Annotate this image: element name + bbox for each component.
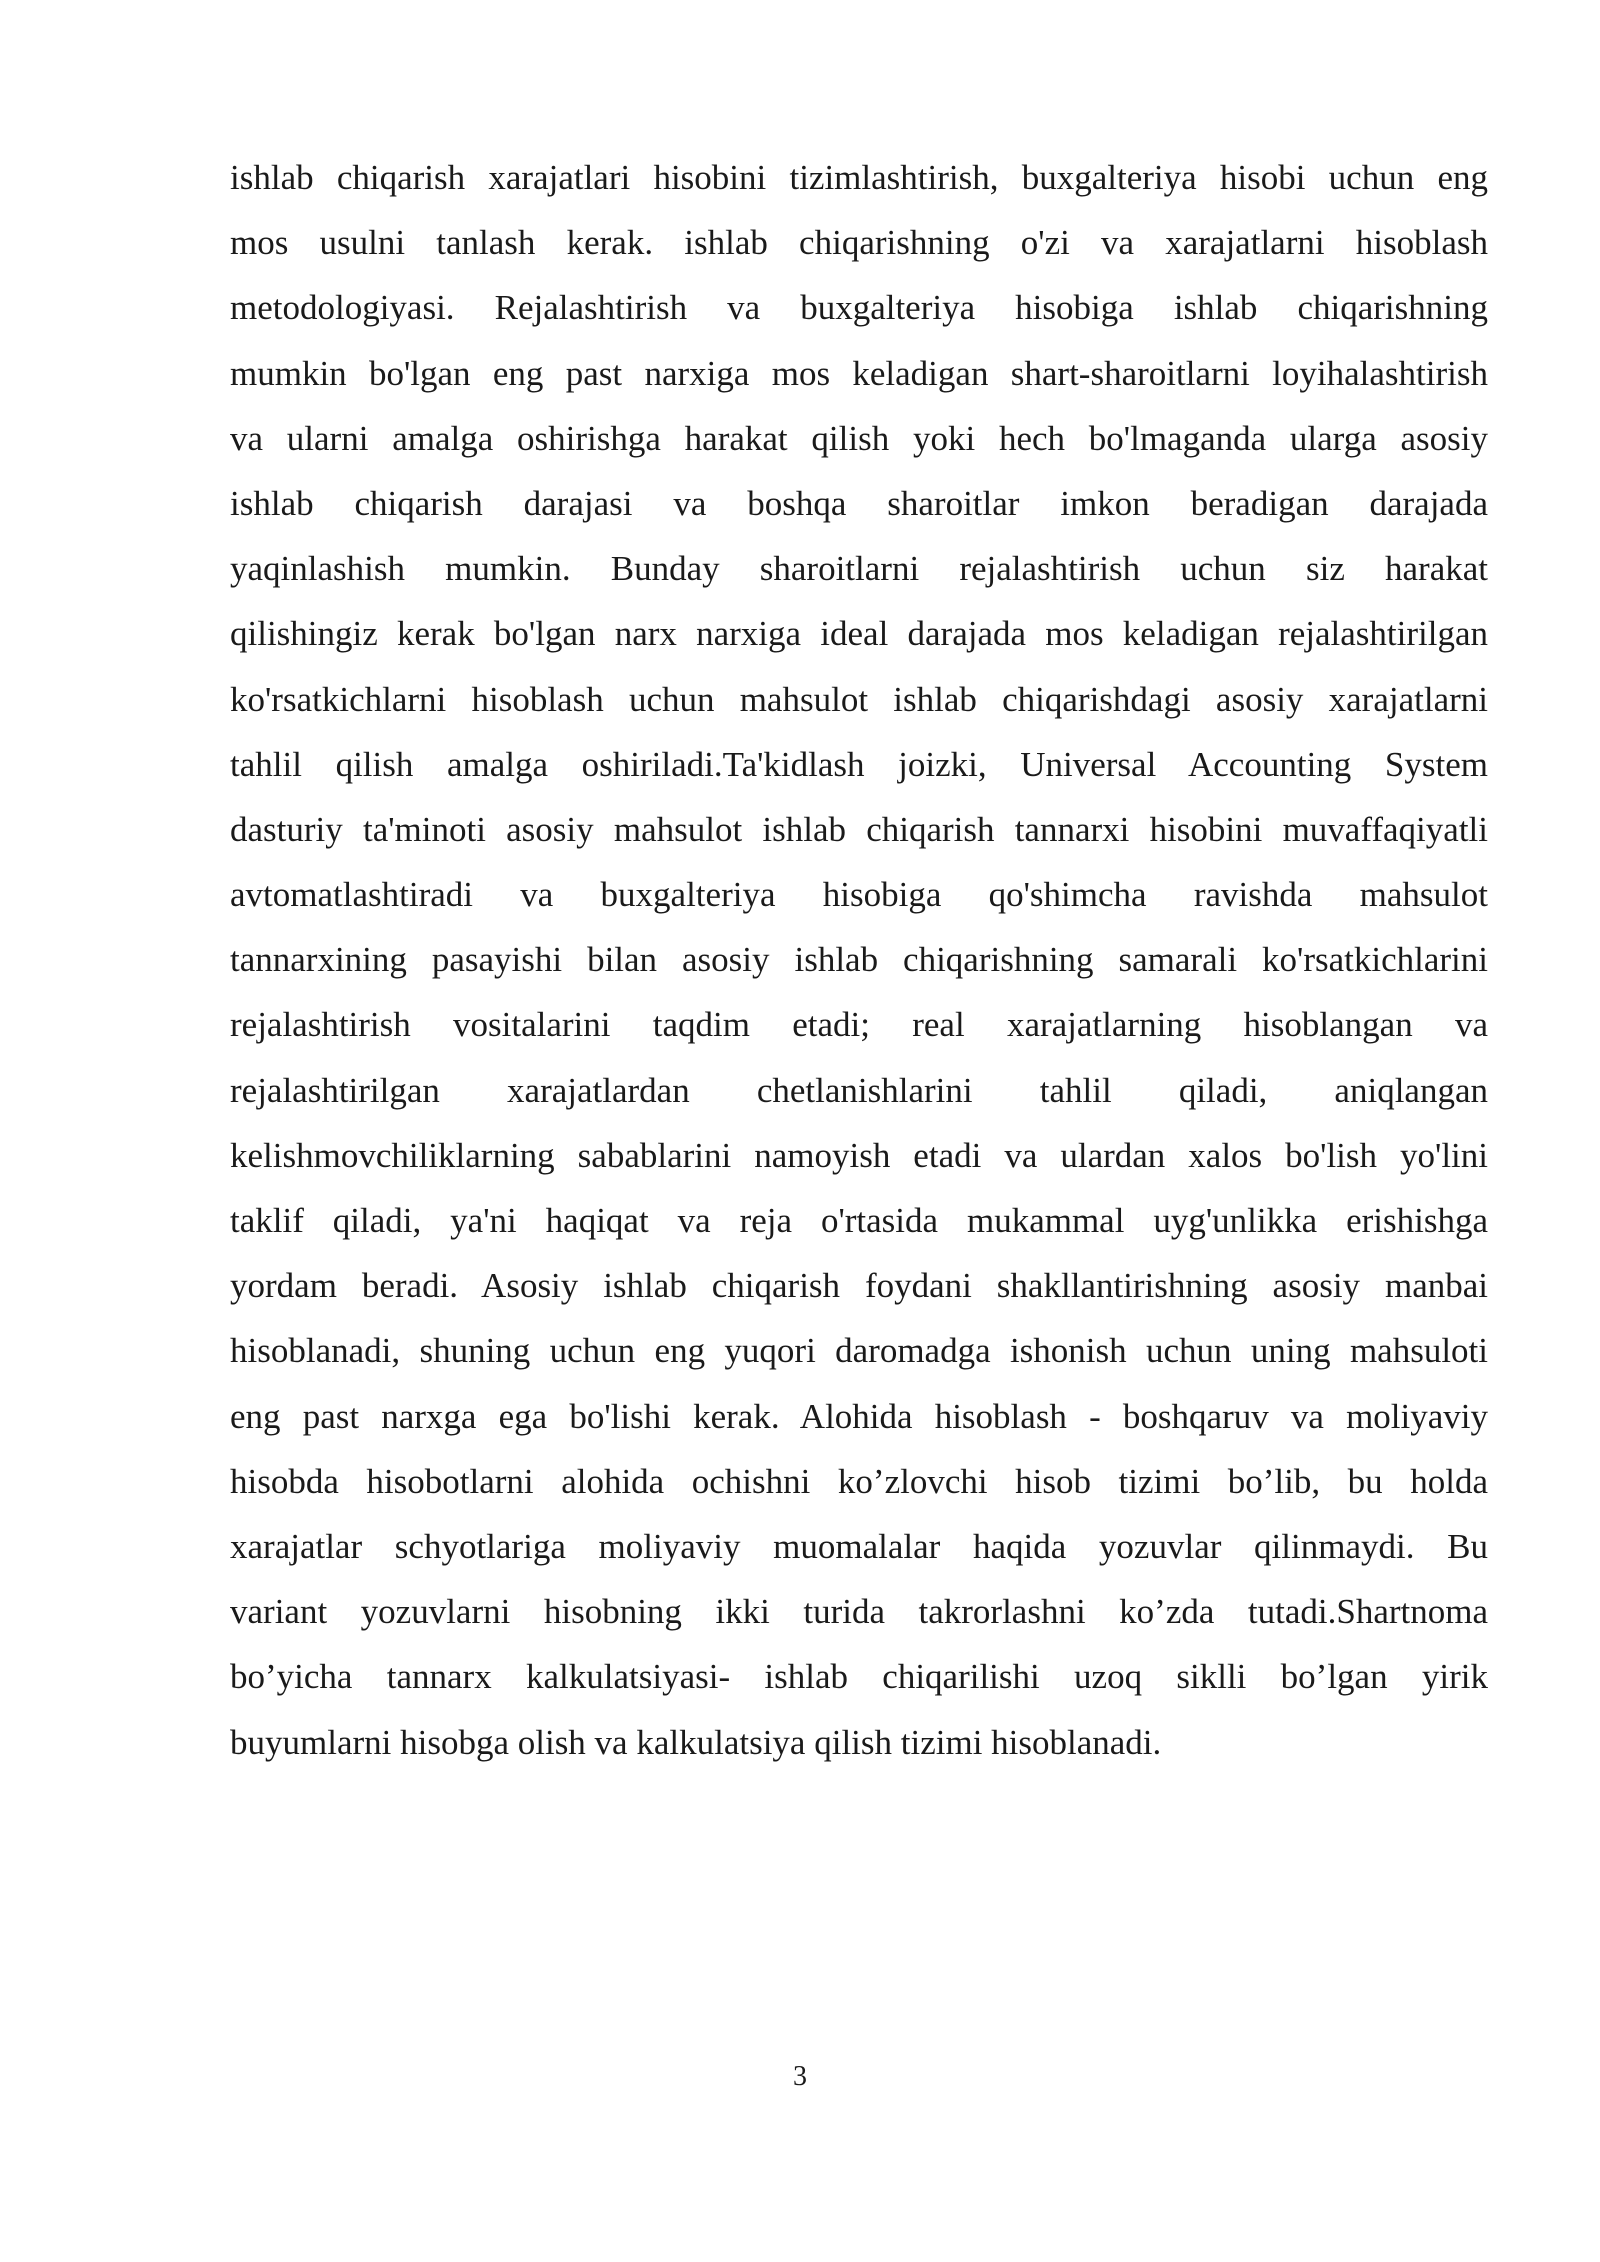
text-line: hisoblanadi, shuning uchun eng yuqori daromadga ishonish uchun uning mahsuloti bbox=[230, 1331, 1488, 1371]
text-line: buyumlarni hisobga olish va kalkulatsiya qilish tizimi hisoblanadi. bbox=[230, 1722, 1162, 1762]
text-line: xarajatlar schyotlariga moliyaviy muomalalar haqida yozuvlar qilinmaydi. Bu bbox=[230, 1526, 1488, 1566]
body-paragraph bbox=[230, 145, 1488, 1775]
text-line: metodologiyasi. Rejalashtirish va buxgalteriya hisobiga ishlab chiqarishning bbox=[230, 288, 1488, 328]
text-line: ko'rsatkichlarni hisoblash uchun mahsulot ishlab chiqarishdagi asosiy xarajatlarni bbox=[230, 679, 1488, 719]
text-line: bo’yicha tannarx kalkulatsiyasi- ishlab chiqarilishi uzoq siklli bo’lgan yirik bbox=[230, 1657, 1488, 1697]
text-line: variant yozuvlarni hisobning ikki turida takrorlashni ko’zda tutadi.Shartnoma bbox=[230, 1592, 1488, 1632]
text-line: va ularni amalga oshirishga harakat qilish yoki hech bo'lmaganda ularga asosiy bbox=[230, 418, 1488, 458]
text-line: kelishmovchiliklarning sabablarini namoyish etadi va ulardan xalos bo'lish yo'lini bbox=[230, 1135, 1488, 1175]
text-line: ishlab chiqarish xarajatlari hisobini tizimlashtirish, buxgalteriya hisobi uchun eng bbox=[230, 158, 1488, 197]
text-line: rejalashtirish vositalarini taqdim etadi; real xarajatlarning hisoblangan va bbox=[230, 1005, 1488, 1045]
text-line: tannarxining pasayishi bilan asosiy ishlab chiqarishning samarali ko'rsatkichlarini bbox=[230, 940, 1488, 980]
text-line: mumkin bo'lgan eng past narxiga mos keladigan shart-sharoitlarni loyihalashtirish bbox=[230, 353, 1488, 393]
page-number: 3 bbox=[793, 2061, 807, 2092]
text-line: ishlab chiqarish darajasi va boshqa sharoitlar imkon beradigan darajada bbox=[230, 483, 1488, 523]
text-line: qilishingiz kerak bo'lgan narx narxiga ideal darajada mos keladigan rejalashtirilgan bbox=[230, 614, 1488, 654]
text-line: yaqinlashish mumkin. Bunday sharoitlarni rejalashtirish uchun siz harakat bbox=[230, 549, 1488, 589]
text-line: rejalashtirilgan xarajatlardan chetlanishlarini tahlil qiladi, aniqlangan bbox=[230, 1070, 1488, 1110]
text-line: dasturiy ta'minoti asosiy mahsulot ishlab chiqarish tannarxi hisobini muvaffaqiyatli bbox=[230, 809, 1488, 849]
text-line: avtomatlashtiradi va buxgalteriya hisobiga qo'shimcha ravishda mahsulot bbox=[230, 875, 1488, 915]
text-line: eng past narxga ega bo'lishi kerak. Alohida hisoblash - boshqaruv va moliyaviy bbox=[230, 1396, 1488, 1436]
text-line: mos usulni tanlash kerak. ishlab chiqarishning o'zi va xarajatlarni hisoblash bbox=[230, 223, 1488, 263]
text-line: tahlil qilish amalga oshiriladi.Ta'kidlash joizki, Universal Accounting System bbox=[230, 744, 1488, 784]
text-line: taklif qiladi, ya'ni haqiqat va reja o'rtasida mukammal uyg'unlikka erishishga bbox=[230, 1201, 1488, 1240]
text-line: yordam beradi. Asosiy ishlab chiqarish foydani shakllantirishning asosiy manbai bbox=[230, 1266, 1488, 1306]
text-line: hisobda hisobotlarni alohida ochishni ko’zlovchi hisob tizimi bo’lib, bu holda bbox=[230, 1461, 1488, 1501]
